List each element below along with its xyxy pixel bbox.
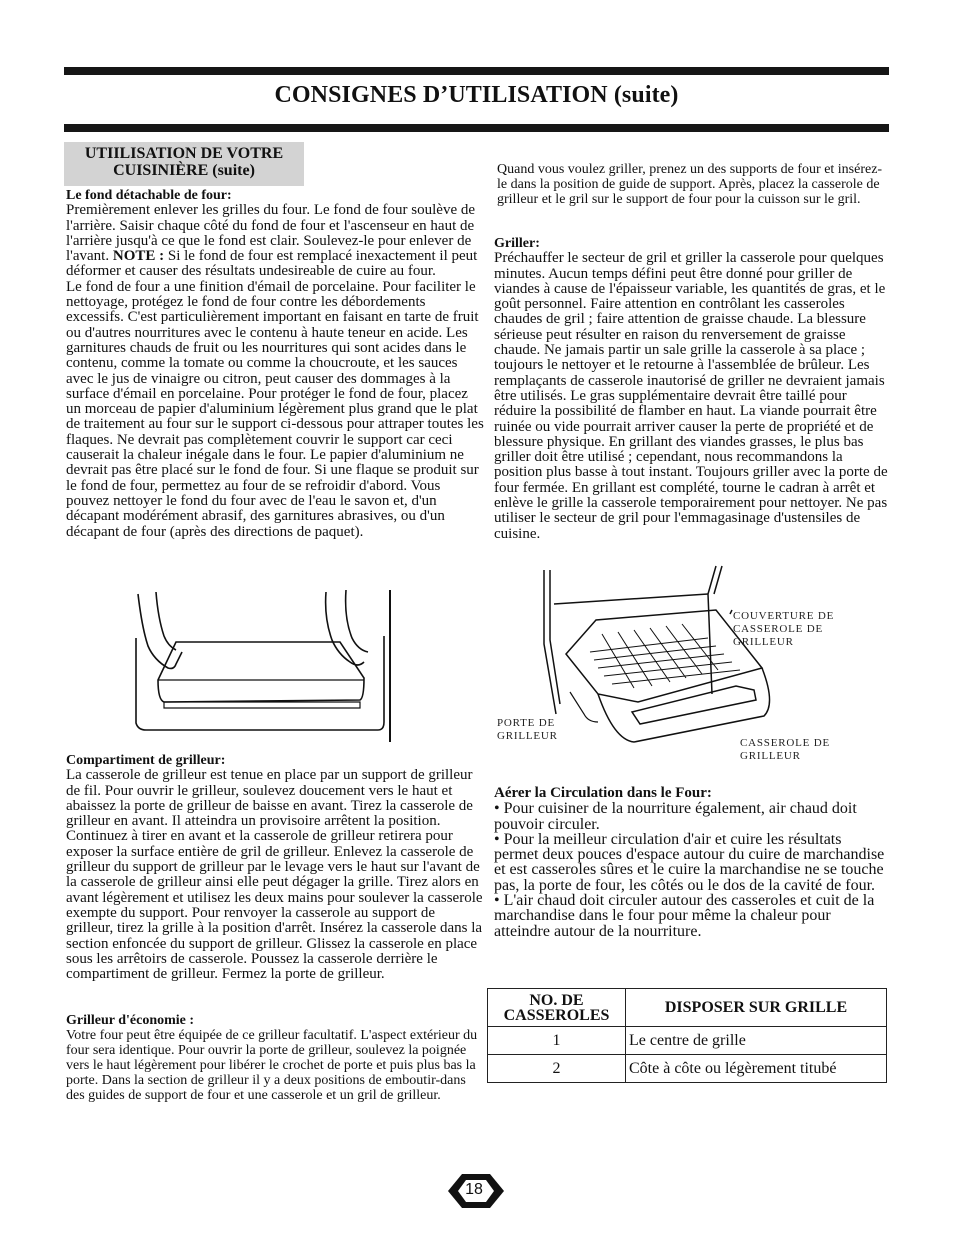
compartiment-heading: Compartiment de grilleur: — [66, 753, 226, 768]
economie-heading: Grilleur d'économie : — [66, 1013, 195, 1028]
top-rule — [64, 67, 889, 75]
section-heading-line1: UTIILISATION DE VOTRE — [84, 145, 284, 162]
oven-cavity-outline — [136, 636, 384, 730]
title-rule — [64, 124, 889, 132]
broiler-door — [570, 692, 598, 722]
compartiment-text: La casserole de grilleur est tenue en place par un support de grilleur de fil. Pour ouvrir le grilleur, soulevez doucement vers le haut et abaissez la porte de grilleur de baisse en avant. Tirez la casserole de grilleur en avant. Il atteindra un provisoire arrêtent la position. Continuez à tirer en avant et la casserole de grilleur retirera pour exposer la surface entière de gril de grilleur. Enlevez la casserole de grilleur du support de grilleur par le levage vers le haut sur l'avant de la casserole de grilleur ainsi elle peut dégager la grille. Tirez alors en avant légèrement et utilisez les deux mains pour soulever la casserole exempte du support. Pour renvoyer la casserole au support de grilleur, tirez la grille à la position d'arrêt. Insérez la casserole dans la section enfoncée du support de grilleur. Glissez la casserole en place sous les arrêtoirs de casserole. Poussez la casserole derrière le compartiment de grilleur. Fermez la porte de grilleur. — [66, 767, 483, 983]
oven-bottom-illustration — [128, 588, 398, 746]
aerer-section — [494, 786, 888, 939]
left-hand — [138, 594, 182, 669]
intro-text: Quand vous voulez griller, prenez un des supports de four et insérez-le dans la position de guide de support. Après, placez la casserole de grilleur et le gril sur le support de four pour la cuisson sur le gril. — [497, 162, 883, 207]
intro-section — [497, 162, 889, 207]
table-header-row — [488, 989, 887, 1027]
table-cell-num: 1 — [488, 1027, 626, 1055]
label-porte: PORTE DE GRILLEUR — [497, 717, 558, 742]
aerer-bullet-3: • L'air chaud doit circuler autour des casseroles et cuit de la marchandise dans le four pour même la chaleur pour atteindre autour de la nourriture. — [494, 892, 875, 940]
table-cell-num: 2 — [488, 1055, 626, 1083]
broiler-grid — [590, 638, 740, 684]
fond-text-2: Si le fond de four est remplacé inexactement il peut déformer et causer des résultats undesireable de cuire au four. — [66, 248, 478, 280]
table-cell-text: Côte à côte ou légèrement titubé — [626, 1055, 887, 1083]
aerer-heading: Aérer la Circulation dans le Four: — [494, 785, 712, 801]
table-row — [488, 1055, 887, 1083]
grilleur-economie-section — [66, 1013, 486, 1103]
griller-heading: Griller: — [494, 236, 540, 251]
aerer-bullet-1: • Pour cuisiner de la nourriture également, air chaud doit pouvoir circuler. — [494, 800, 857, 833]
aerer-bullet-2: • Pour la meilleur circulation d'air et cuire les résultats permet deux pouces d'espace autour du cuire de marchandise et est casseroles sûres et le cuire la marchandise ne se touche pas, la porte de four, les côtés ou le dos de la cavité de four. — [494, 830, 885, 894]
section-heading-line2: CUISINIÈRE (suite) — [113, 162, 255, 179]
section-heading-box — [64, 142, 304, 186]
fond-detachable-section — [66, 188, 486, 540]
page-number: 18 — [465, 1181, 483, 1198]
griller-text: Préchauffer le secteur de gril et griller la casserole pour quelques minutes. Aucun temps défini peut être donné pour griller de viandes à cause de l'épaisseur variable, les quantités de gras, et le goût personnel. Faire attention en contrôlant les casseroles chaudes de gril ; faire attention de graisse chaude. La blessure sérieuse peut résulter en raison du renversement de graisse chaude. Ne jamais partir un sale grille la casserole à sa place ; toujours le nettoyer et le retourne à l'assemblée de brûleur. Les remplaçants de casserole inautorisé de griller ne devraient jamais être utilisés. Le gras supplémentaire devrait être taillé pour réduire la possibilité de flamber en haut. La viande pourrait être ruinée ou vide pourrait arriver causer la perte de propriété et de blessure physique. En grillant des viandes grasses, le plus bas griller doit être utilisé ; cependant, nous recommandons la position plus basse à tout instant. Toujours griller avec la porte de four fermée. En grillant est complété, tourne le cadran à arrêt et enlève le grille la casserole temporairement pour nettoyer. Ne pas utiliser le secteur de gril pour l'emmagasinage d'ustensiles de cuisine. — [494, 250, 888, 542]
table-row — [488, 1027, 887, 1055]
note-label: NOTE : — [112, 248, 165, 265]
rack-placement-table — [487, 988, 887, 1083]
fond-detachable-heading: Le fond détachable de four: — [66, 188, 232, 203]
fond-text-1: Premièrement enlever les grilles du four. Le fond de four soulève de l'arrière. Saisir chaque côté du fond de four et l'ascenseur en haut de l'arrière jusqu'à ce que le fond est clair. Soulevez-le pour enlever de l'avant. — [66, 202, 476, 265]
pan-handle — [632, 686, 756, 724]
table-header-disposer: DISPOSER SUR GRILLE — [626, 989, 887, 1027]
griller-section — [494, 236, 888, 542]
compartiment-grilleur-section — [66, 753, 486, 982]
table-header-casseroles: NO. DE CASSEROLES — [488, 989, 626, 1027]
table-cell-text: Le centre de grille — [626, 1027, 887, 1055]
fond-detachable-paragraph-2: Le fond de four a une finition d'émail de porcelaine. Pour faciliter le nettoyage, protégez le fond de four contre les débordements excessifs. C'est particulièrement important en faisant en tarte de fruit ou d'autres nourritures avec le contenu à haute teneur en acide. Les garnitures chauds de fruit ou les nourritures qui sont acides dans le contenu, comme la tomate ou comme la choucroute, et les sauces avec le jus de vinaigre ou citron, peut causer des dommages à la surface d'émail en porcelaine. Pour protéger le fond de four, placez un morceau de papier d'aluminium légèrement plus grand que le plat de traitement au four sur le support ci-dessous pour attraper toutes les flaques. Ne devrait pas complètement couvrir le support car ceci causerait la chaleur inégale dans le four. Le papier d'aluminium ne devrait pas être placé sur le fond de four. Si une flaque se produit sur le fond de four, permettez au four de se refroidir d'abord. Vous pouvez nettoyer le fond du four avec de l'eau le savon et, d'un décapant modérément abrasif, des garnitures abrasives, ou d'un décapant de four (après des directions de paquet). — [66, 278, 484, 540]
label-couverture: COUVERTURE DE CASSEROLE DE GRILLEUR — [733, 610, 835, 648]
right-hand — [326, 592, 364, 665]
page-title: CONSIGNES D’UTILISATION (suite) — [274, 82, 679, 108]
fond-detachable-paragraph-1 — [66, 203, 486, 279]
oven-bottom-panel — [158, 642, 364, 702]
economie-text: Votre four peut être équipée de ce grilleur facultatif. L'aspect extérieur du four sera identique. Pour ouvrir la porte de grilleur, soulevez la poignée vers le haut légèrement pour libérer le crochet de porte et puis plus bas la porte. Dans la section de grilleur il y a deux positions de emboutir-dans des guides de support de four et une casserole et un gril de grilleur. — [66, 1028, 478, 1103]
label-casserole: CASSEROLE DE GRILLEUR — [740, 737, 830, 762]
